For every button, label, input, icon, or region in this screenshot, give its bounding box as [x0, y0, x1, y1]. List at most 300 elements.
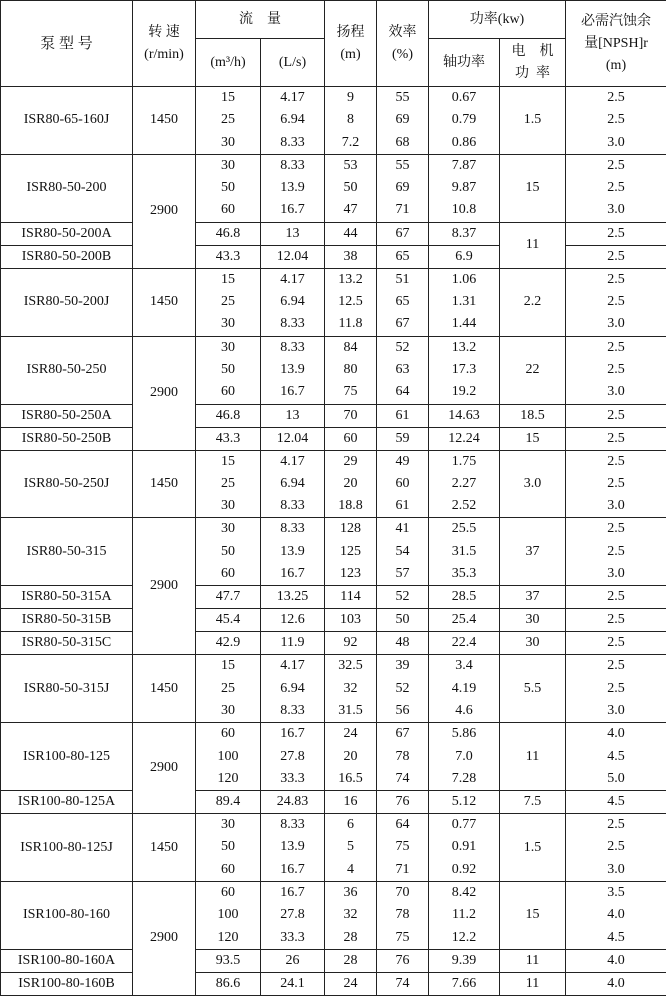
value-shaft: 1.06 — [429, 269, 499, 291]
value-head: 16.5 — [325, 768, 376, 790]
value-shaft: 12.2 — [429, 927, 499, 949]
cell-motor-power: 15 — [500, 427, 566, 450]
header-efficiency — [377, 1, 429, 87]
cell-shaft — [429, 336, 500, 404]
value-head: 31.5 — [325, 700, 376, 722]
cell-shaft — [429, 655, 500, 723]
value-flow-m3h: 120 — [196, 927, 260, 949]
value-flow-m3h: 25 — [196, 109, 260, 131]
cell-shaft — [429, 814, 500, 882]
value-eff: 60 — [377, 473, 428, 495]
value-shaft: 7.28 — [429, 768, 499, 790]
cell-npsh — [566, 87, 666, 155]
cell-flow-m3h — [196, 245, 261, 268]
value-flow-ls: 6.94 — [261, 109, 324, 131]
value-npsh: 4.5 — [566, 746, 666, 768]
cell-shaft — [429, 632, 500, 655]
value-shaft: 0.79 — [429, 109, 499, 131]
value-eff: 69 — [377, 109, 428, 131]
cell-flow-ls — [261, 87, 325, 155]
value-shaft: 31.5 — [429, 541, 499, 563]
cell-pump-model: ISR100-80-160B — [1, 972, 133, 995]
cell-speed: 1450 — [133, 87, 196, 155]
cell-head — [325, 609, 377, 632]
header-eff-line2: (%) — [377, 44, 428, 66]
value-flow-ls: 8.33 — [261, 313, 324, 335]
value-head: 36 — [325, 882, 376, 904]
header-flow-ls: (L/s) — [261, 39, 325, 87]
value-head: 28 — [325, 950, 376, 972]
cell-eff — [377, 518, 429, 586]
value-eff: 68 — [377, 132, 428, 154]
value-flow-m3h: 50 — [196, 836, 260, 858]
cell-flow-ls — [261, 268, 325, 336]
cell-speed: 1450 — [133, 655, 196, 723]
table-row — [1, 87, 666, 155]
cell-flow-ls — [261, 154, 325, 222]
header-speed-line2: (r/min) — [133, 44, 195, 66]
value-shaft: 0.77 — [429, 814, 499, 836]
value-shaft: 25.4 — [429, 609, 499, 631]
cell-motor-power: 18.5 — [500, 404, 566, 427]
cell-shaft — [429, 609, 500, 632]
value-npsh: 3.5 — [566, 882, 666, 904]
value-npsh: 4.5 — [566, 791, 666, 813]
value-head: 125 — [325, 541, 376, 563]
value-flow-ls: 16.7 — [261, 859, 324, 881]
value-flow-ls: 8.33 — [261, 155, 324, 177]
value-npsh: 3.0 — [566, 199, 666, 221]
value-head: 114 — [325, 586, 376, 608]
cell-head — [325, 882, 377, 950]
value-shaft: 2.27 — [429, 473, 499, 495]
value-head: 9 — [325, 87, 376, 109]
cell-head — [325, 450, 377, 518]
cell-npsh — [566, 655, 666, 723]
value-flow-ls: 13 — [261, 405, 324, 427]
cell-motor-power: 2.2 — [500, 268, 566, 336]
cell-eff — [377, 882, 429, 950]
value-head: 70 — [325, 405, 376, 427]
header-shaft-power: 轴功率 — [429, 39, 500, 87]
value-head: 12.5 — [325, 291, 376, 313]
cell-pump-model: ISR80-50-250A — [1, 404, 133, 427]
value-npsh: 2.5 — [566, 814, 666, 836]
cell-npsh — [566, 222, 666, 245]
value-eff: 75 — [377, 927, 428, 949]
value-flow-ls: 12.04 — [261, 428, 324, 450]
header-motor-power — [500, 39, 566, 87]
value-flow-m3h: 43.3 — [196, 246, 260, 268]
value-flow-ls: 4.17 — [261, 655, 324, 677]
cell-npsh — [566, 609, 666, 632]
value-shaft: 8.37 — [429, 223, 499, 245]
value-npsh: 2.5 — [566, 87, 666, 109]
cell-shaft — [429, 154, 500, 222]
cell-shaft — [429, 791, 500, 814]
cell-pump-model: ISR80-50-315B — [1, 609, 133, 632]
cell-flow-ls — [261, 791, 325, 814]
cell-speed: 1450 — [133, 814, 196, 882]
value-shaft: 0.92 — [429, 859, 499, 881]
value-npsh: 2.5 — [566, 609, 666, 631]
table-row — [1, 336, 666, 404]
value-shaft: 1.44 — [429, 313, 499, 335]
value-shaft: 19.2 — [429, 381, 499, 403]
value-flow-ls: 11.9 — [261, 632, 324, 654]
cell-motor-power: 5.5 — [500, 655, 566, 723]
cell-shaft — [429, 245, 500, 268]
cell-motor-power: 1.5 — [500, 814, 566, 882]
cell-head — [325, 814, 377, 882]
table-row — [1, 427, 666, 450]
value-eff: 67 — [377, 313, 428, 335]
value-head: 13.2 — [325, 269, 376, 291]
cell-speed: 1450 — [133, 450, 196, 518]
cell-flow-m3h — [196, 336, 261, 404]
cell-pump-model: ISR100-80-125 — [1, 723, 133, 791]
value-flow-ls: 12.04 — [261, 246, 324, 268]
value-eff: 54 — [377, 541, 428, 563]
value-eff: 55 — [377, 155, 428, 177]
cell-eff — [377, 245, 429, 268]
value-eff: 52 — [377, 678, 428, 700]
cell-flow-ls — [261, 586, 325, 609]
value-shaft: 1.31 — [429, 291, 499, 313]
value-flow-m3h: 46.8 — [196, 405, 260, 427]
value-head: 24 — [325, 723, 376, 745]
cell-head — [325, 427, 377, 450]
cell-head — [325, 972, 377, 995]
cell-pump-model: ISR80-50-315A — [1, 586, 133, 609]
value-eff: 55 — [377, 87, 428, 109]
cell-head — [325, 336, 377, 404]
value-flow-m3h: 60 — [196, 381, 260, 403]
cell-head — [325, 245, 377, 268]
value-head: 103 — [325, 609, 376, 631]
cell-flow-m3h — [196, 723, 261, 791]
cell-pump-model: ISR100-80-160A — [1, 949, 133, 972]
cell-motor-power: 15 — [500, 154, 566, 222]
cell-flow-m3h — [196, 404, 261, 427]
header-speed — [133, 1, 196, 87]
value-flow-m3h: 42.9 — [196, 632, 260, 654]
cell-eff — [377, 336, 429, 404]
cell-eff — [377, 87, 429, 155]
value-head: 20 — [325, 746, 376, 768]
cell-head — [325, 655, 377, 723]
cell-flow-ls — [261, 245, 325, 268]
value-flow-ls: 33.3 — [261, 768, 324, 790]
value-flow-m3h: 50 — [196, 177, 260, 199]
value-shaft: 4.6 — [429, 700, 499, 722]
cell-pump-model: ISR100-80-160 — [1, 882, 133, 950]
cell-flow-ls — [261, 972, 325, 995]
value-head: 11.8 — [325, 313, 376, 335]
value-head: 84 — [325, 337, 376, 359]
value-eff: 56 — [377, 700, 428, 722]
value-eff: 50 — [377, 609, 428, 631]
header-power: 功率(kw) — [429, 1, 566, 39]
value-npsh: 2.5 — [566, 655, 666, 677]
value-flow-ls: 16.7 — [261, 199, 324, 221]
value-eff: 74 — [377, 768, 428, 790]
value-flow-ls: 16.7 — [261, 723, 324, 745]
value-flow-m3h: 25 — [196, 678, 260, 700]
value-npsh: 4.0 — [566, 950, 666, 972]
value-flow-ls: 24.1 — [261, 973, 324, 995]
cell-npsh — [566, 518, 666, 586]
value-npsh: 2.5 — [566, 632, 666, 654]
table-row — [1, 268, 666, 336]
value-npsh: 4.0 — [566, 973, 666, 995]
value-shaft: 4.19 — [429, 678, 499, 700]
value-shaft: 22.4 — [429, 632, 499, 654]
cell-shaft — [429, 518, 500, 586]
cell-motor-power: 11 — [500, 972, 566, 995]
cell-flow-ls — [261, 518, 325, 586]
value-eff: 64 — [377, 381, 428, 403]
value-flow-m3h: 93.5 — [196, 950, 260, 972]
value-shaft: 0.86 — [429, 132, 499, 154]
cell-pump-model: ISR80-50-200A — [1, 222, 133, 245]
value-flow-m3h: 30 — [196, 132, 260, 154]
cell-eff — [377, 222, 429, 245]
cell-eff — [377, 586, 429, 609]
cell-shaft — [429, 586, 500, 609]
cell-flow-m3h — [196, 154, 261, 222]
table-row — [1, 632, 666, 655]
value-flow-ls: 16.7 — [261, 381, 324, 403]
value-shaft: 5.86 — [429, 723, 499, 745]
value-eff: 52 — [377, 337, 428, 359]
value-npsh: 2.5 — [566, 451, 666, 473]
cell-motor-power: 15 — [500, 882, 566, 950]
value-head: 44 — [325, 223, 376, 245]
value-flow-ls: 8.33 — [261, 495, 324, 517]
cell-pump-model: ISR80-65-160J — [1, 87, 133, 155]
cell-speed: 2900 — [133, 518, 196, 655]
cell-pump-model: ISR100-80-125A — [1, 791, 133, 814]
table-row — [1, 882, 666, 950]
value-npsh: 2.5 — [566, 518, 666, 540]
value-npsh: 2.5 — [566, 269, 666, 291]
value-head: 6 — [325, 814, 376, 836]
cell-head — [325, 791, 377, 814]
value-flow-m3h: 15 — [196, 269, 260, 291]
cell-head — [325, 154, 377, 222]
value-npsh: 3.0 — [566, 563, 666, 585]
value-flow-ls: 8.33 — [261, 814, 324, 836]
cell-flow-m3h — [196, 427, 261, 450]
cell-flow-m3h — [196, 949, 261, 972]
value-shaft: 1.75 — [429, 451, 499, 473]
table-row — [1, 222, 666, 245]
value-shaft: 13.2 — [429, 337, 499, 359]
value-npsh: 3.0 — [566, 859, 666, 881]
value-head: 24 — [325, 973, 376, 995]
value-eff: 63 — [377, 359, 428, 381]
header-eff-line1: 效率 — [377, 22, 428, 44]
cell-head — [325, 404, 377, 427]
cell-shaft — [429, 882, 500, 950]
value-shaft: 35.3 — [429, 563, 499, 585]
value-flow-m3h: 60 — [196, 859, 260, 881]
value-head: 28 — [325, 927, 376, 949]
value-shaft: 8.42 — [429, 882, 499, 904]
value-flow-m3h: 100 — [196, 904, 260, 926]
value-flow-m3h: 89.4 — [196, 791, 260, 813]
cell-head — [325, 723, 377, 791]
cell-flow-m3h — [196, 814, 261, 882]
value-npsh: 2.5 — [566, 359, 666, 381]
value-flow-ls: 6.94 — [261, 291, 324, 313]
cell-flow-m3h — [196, 632, 261, 655]
value-npsh: 2.5 — [566, 337, 666, 359]
cell-motor-power: 22 — [500, 336, 566, 404]
value-shaft: 7.0 — [429, 746, 499, 768]
value-flow-ls: 33.3 — [261, 927, 324, 949]
value-shaft: 2.52 — [429, 495, 499, 517]
cell-flow-ls — [261, 336, 325, 404]
value-shaft: 28.5 — [429, 586, 499, 608]
cell-flow-ls — [261, 427, 325, 450]
value-eff: 41 — [377, 518, 428, 540]
cell-speed: 2900 — [133, 154, 196, 268]
cell-motor-power: 11 — [500, 222, 566, 268]
table-row — [1, 723, 666, 791]
cell-npsh — [566, 972, 666, 995]
cell-eff — [377, 609, 429, 632]
cell-flow-m3h — [196, 655, 261, 723]
value-flow-m3h: 60 — [196, 563, 260, 585]
value-head: 60 — [325, 428, 376, 450]
cell-pump-model: ISR80-50-315J — [1, 655, 133, 723]
value-shaft: 6.9 — [429, 246, 499, 268]
cell-eff — [377, 655, 429, 723]
value-head: 32 — [325, 678, 376, 700]
value-flow-m3h: 86.6 — [196, 973, 260, 995]
value-eff: 70 — [377, 882, 428, 904]
value-eff: 67 — [377, 223, 428, 245]
value-flow-m3h: 45.4 — [196, 609, 260, 631]
cell-eff — [377, 154, 429, 222]
value-flow-ls: 13.9 — [261, 836, 324, 858]
cell-eff — [377, 268, 429, 336]
value-flow-m3h: 60 — [196, 882, 260, 904]
cell-npsh — [566, 427, 666, 450]
value-head: 53 — [325, 155, 376, 177]
value-eff: 57 — [377, 563, 428, 585]
value-eff: 49 — [377, 451, 428, 473]
value-head: 18.8 — [325, 495, 376, 517]
value-npsh: 2.5 — [566, 155, 666, 177]
value-shaft: 9.39 — [429, 950, 499, 972]
value-shaft: 9.87 — [429, 177, 499, 199]
value-eff: 65 — [377, 291, 428, 313]
value-eff: 74 — [377, 973, 428, 995]
value-npsh: 4.5 — [566, 927, 666, 949]
cell-eff — [377, 949, 429, 972]
value-head: 75 — [325, 381, 376, 403]
value-eff: 64 — [377, 814, 428, 836]
cell-flow-m3h — [196, 87, 261, 155]
value-flow-ls: 4.17 — [261, 451, 324, 473]
value-flow-m3h: 60 — [196, 199, 260, 221]
value-flow-ls: 8.33 — [261, 337, 324, 359]
value-shaft: 12.24 — [429, 428, 499, 450]
table-row — [1, 972, 666, 995]
value-npsh: 4.0 — [566, 723, 666, 745]
value-head: 32 — [325, 904, 376, 926]
table-row — [1, 814, 666, 882]
header-row-1 — [1, 1, 666, 39]
value-npsh: 3.0 — [566, 132, 666, 154]
cell-pump-model: ISR100-80-125J — [1, 814, 133, 882]
header-pump-model: 泵 型 号 — [1, 1, 133, 87]
cell-flow-m3h — [196, 268, 261, 336]
value-shaft: 7.66 — [429, 973, 499, 995]
cell-shaft — [429, 404, 500, 427]
value-flow-m3h: 120 — [196, 768, 260, 790]
cell-shaft — [429, 222, 500, 245]
header-flow-m3h: (m³/h) — [196, 39, 261, 87]
cell-flow-m3h — [196, 586, 261, 609]
value-npsh: 3.0 — [566, 313, 666, 335]
value-npsh: 2.5 — [566, 428, 666, 450]
value-npsh: 3.0 — [566, 700, 666, 722]
table-body — [1, 87, 666, 996]
value-shaft: 11.2 — [429, 904, 499, 926]
cell-flow-ls — [261, 814, 325, 882]
value-npsh: 2.5 — [566, 177, 666, 199]
value-eff: 39 — [377, 655, 428, 677]
cell-motor-power: 11 — [500, 723, 566, 791]
value-flow-m3h: 15 — [196, 451, 260, 473]
cell-head — [325, 268, 377, 336]
value-head: 50 — [325, 177, 376, 199]
value-flow-m3h: 25 — [196, 473, 260, 495]
cell-pump-model: ISR80-50-250 — [1, 336, 133, 404]
cell-speed: 2900 — [133, 882, 196, 996]
value-npsh: 2.5 — [566, 405, 666, 427]
header-head-line2: (m) — [325, 44, 376, 66]
cell-pump-model: ISR80-50-250B — [1, 427, 133, 450]
value-eff: 78 — [377, 746, 428, 768]
cell-npsh — [566, 154, 666, 222]
value-head: 47 — [325, 199, 376, 221]
value-npsh: 2.5 — [566, 678, 666, 700]
value-head: 128 — [325, 518, 376, 540]
header-head — [325, 1, 377, 87]
value-flow-ls: 8.33 — [261, 700, 324, 722]
table-row — [1, 450, 666, 518]
cell-shaft — [429, 87, 500, 155]
cell-flow-ls — [261, 949, 325, 972]
value-shaft: 5.12 — [429, 791, 499, 813]
cell-eff — [377, 632, 429, 655]
value-flow-ls: 8.33 — [261, 132, 324, 154]
cell-head — [325, 87, 377, 155]
value-head: 92 — [325, 632, 376, 654]
table-row — [1, 791, 666, 814]
cell-npsh — [566, 450, 666, 518]
table-row — [1, 609, 666, 632]
value-flow-ls: 6.94 — [261, 678, 324, 700]
value-flow-ls: 13.9 — [261, 359, 324, 381]
value-eff: 75 — [377, 836, 428, 858]
value-flow-m3h: 43.3 — [196, 428, 260, 450]
